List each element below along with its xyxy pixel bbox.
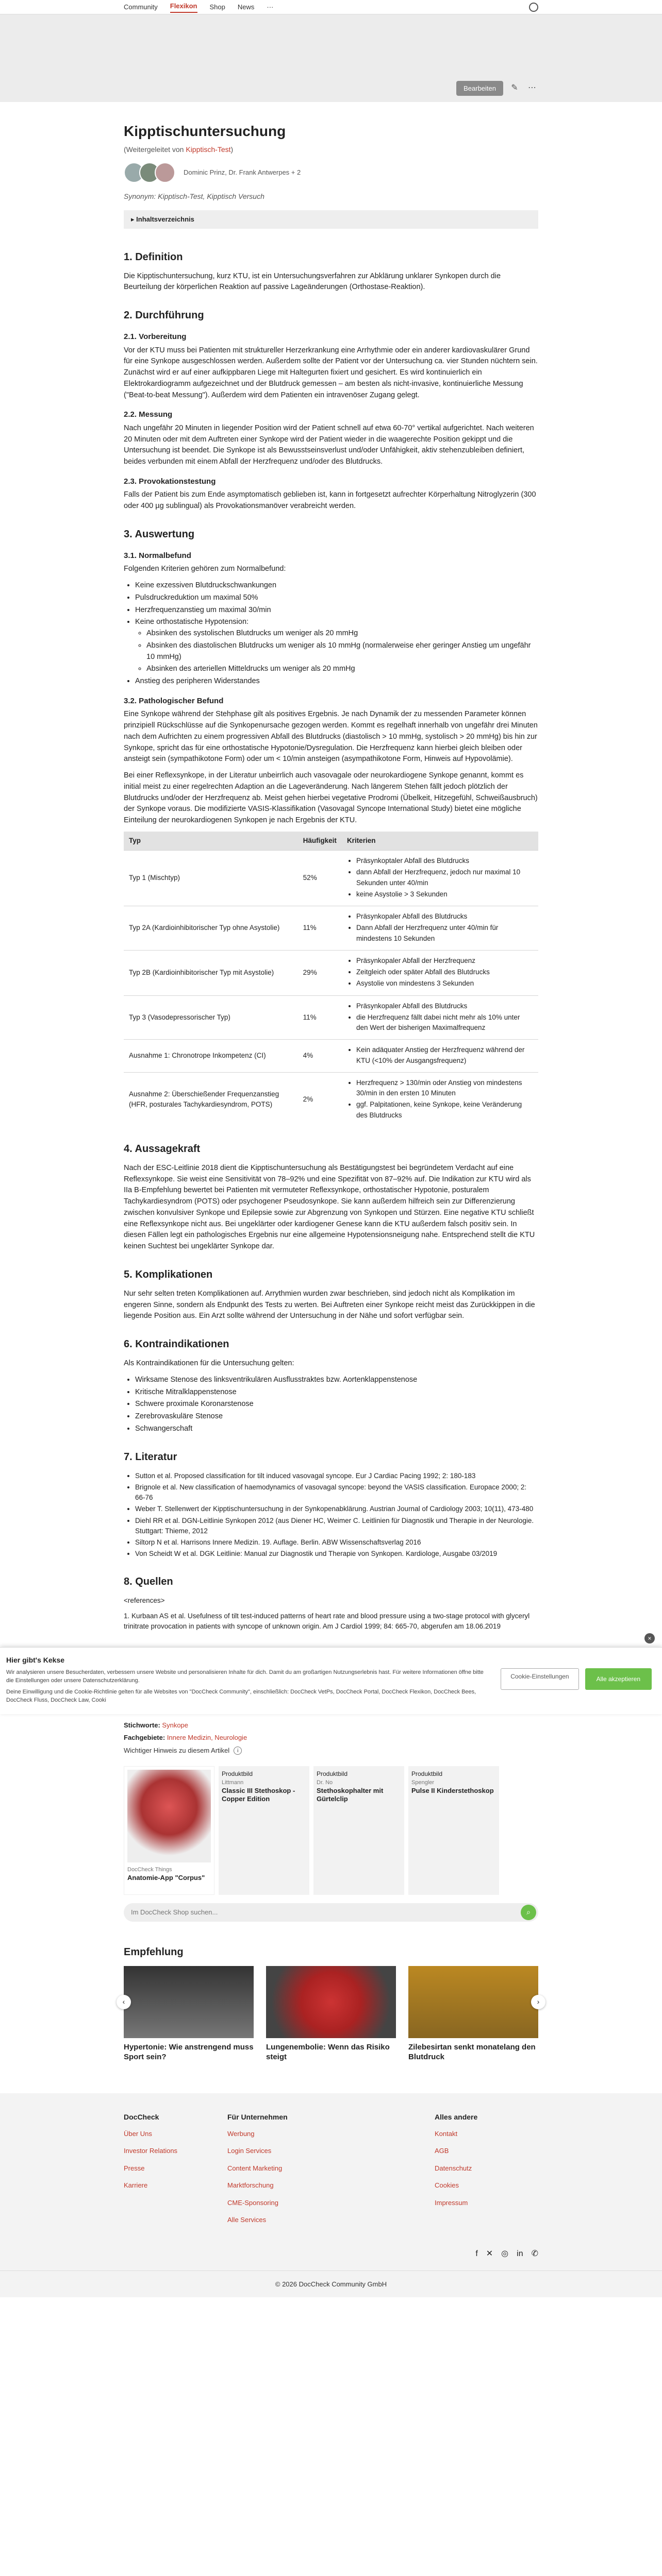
search-icon[interactable] xyxy=(529,3,538,12)
redirect-note: (Weitergeleitet von Kipptisch-Test) xyxy=(124,145,234,154)
product-card[interactable]: Produktbild Littmann Classic III Stethoskop - Copper Edition xyxy=(219,1766,309,1895)
paragraph: Falls der Patient bis zum Ende asymptomatisch geblieben ist, kann in fortgesetzt aufrechter Körperhaltung Nitroglyzerin (300 oder 400 µg sublingual) als Provokationsmanöver verabreicht werden. xyxy=(124,490,536,510)
list-item: • Keine exzessiven Blutdruckschwankungen xyxy=(135,580,538,591)
cookie-text: Wir analysieren unsere Besucherdaten, verbessern unsere Website und personalisieren Inhalte für dich. Damit du am großartigen Nutzungserlebnis hast. Für weitere Informationen öffne bitte die Einstellungen oder unsere Datenschutzerklärung. xyxy=(6,1669,484,1684)
author-names: Dominic Prinz, Dr. Frank Antwerpes + 2 xyxy=(184,168,301,177)
paragraph: Nach ungefähr 20 Minuten in liegender Position wird der Patient schnell auf etwa 60-70° vertikal aufgerichtet. Nach weiteren 20 Minuten oder mit dem Auftreten einer Synkope wird der Patient wieder in die waagerechte Position gekippt und die Untersuchung ist beendet. Die Synkope ist als Bewusstseinsverlust und/oder Unfähigkeit, aktiv stehenzubleiben definiert, beides verbunden mit einem Abfall der Herzfrequenz und/oder des Blutdrucks. xyxy=(124,423,534,466)
paragraph: Eine Synkope während der Stehphase gilt als positives Ergebnis. Je nach Dynamik der zu messenden Parameter können prinzipiell Rückschlüsse auf die Synkopenursache gezogen werden. Kommt es regelhaft innerhalb von ungefähr drei Minuten nach dem Aufrichten zu einem progressiven Abfall des Blutdrucks (diastolisch > 10 mmHg, systolisch > 20 mmHg) bis hin zur Synkope, spricht das für eine orthostatische Hypotonie/Dysregulation. Die Herzfrequenz kann hierbei gleich bleiben oder ansteigt sein (sympathikotone Form) oder um < 10/min ansteigen (asympathikotone Form, Hinweis auf Hypovolämie). xyxy=(124,710,538,764)
section-heading: 8. Quellen xyxy=(124,1575,173,1587)
recommendation-card[interactable]: Hypertonie: Wie anstrengend muss Sport sein? xyxy=(124,1966,254,2062)
paragraph: Folgenden Kriterien gehören zum Normalbefund: xyxy=(124,565,286,573)
footer-column: Für Unternehmen Werbung Login Services Content Marketing Marktforschung CME-Sponsoring Alle Services xyxy=(227,2112,331,2232)
list-item: • Weber T. Stellenwert der Kipptischuntersuchung in der Synkopenabklärung. Austrian Journal of Cardiology 2003; 10(11), 473-480 xyxy=(135,1504,538,1514)
footer-link[interactable]: Login Services xyxy=(227,2147,272,2155)
footer-link[interactable]: AGB xyxy=(435,2147,449,2155)
list-item: • Von Scheidt W et al. DGK Leitlinie: Manual zur Diagnostik und Therapie von Synkopen. Kardiologe, Ausgabe 03/2019 xyxy=(135,1549,538,1559)
list-item: • Pulsdruckreduktion um maximal 50% xyxy=(135,592,538,604)
recommendation-image xyxy=(266,1966,396,2038)
list-item: • Anstieg des peripheren Widerstandes xyxy=(135,676,538,687)
copyright: © 2026 DocCheck Community GmbH xyxy=(0,2270,662,2290)
footer-link[interactable]: Datenschutz xyxy=(435,2164,472,2172)
product-card[interactable]: Produktbild Spengler Pulse II Kinderstethoskop xyxy=(408,1766,499,1895)
tab-news[interactable]: News xyxy=(237,3,255,11)
linkedin-icon[interactable]: in xyxy=(517,2249,523,2258)
reference-item: 1. Kurbaan AS et al. Usefulness of tilt test-induced patterns of heart rate and blood pressure using a two-stage protocol with glyceryl trinitrate provocation in patients with syncope of unknown origin. Am J Cardiol 1999; 84: 665-70, abgerufen am 18.06.2019 xyxy=(124,1612,530,1630)
table-row: Ausnahme 1: Chronotrope Inkompetenz (CI) 4% • Kein adäquater Anstieg der Herzfrequenz während der KTU (<10% der Ausgangsfrequenz) xyxy=(124,1040,538,1073)
tab-shop[interactable]: Shop xyxy=(209,3,225,11)
whatsapp-icon[interactable]: ✆ xyxy=(531,2249,538,2258)
keywords: Stichworte: Synkope xyxy=(124,1721,189,1730)
list-item: • Herzfrequenzanstieg um maximal 30/min xyxy=(135,605,538,616)
paragraph: Nach der ESC-Leitlinie 2018 dient die Kipptischuntersuchung als Bestätigungstest bei begründetem Verdacht auf eine Reflexsynkope. Sie weist eine Sensitivität von 78–92% und eine Spezifität von 87–92% auf. Die Indikation zur KTU wird als IIa B-Empfehlung bewertet bei Patienten mit vermuteter Reflexsynkope, orthostatischer Hypotonie, posturalem Tachykardiesyndrom (POTS) oder psychogener Pseudosynkope. Sie kann außerdem hilfreich sein zur Differenzierung zwischen konvulsiver Synkope und Epilepsie sowie zur Abgrenzung von Synkopen und Stürzen. Eine negative KTU schließt eine Reflexsynkope nicht aus. Bei ungeklärter oder kardiogener Genese kann die KTU außerdem falsch positiv sein. In diesen Fällen legt ein pathologisches Ergebnis nur eine allgemeine Hypotensionsneigung nahe. Entsprechend stellt die KTU keinen Suchtest bei ungeklärter Synkope dar. xyxy=(124,1163,535,1250)
accept-all-button[interactable]: Alle akzeptieren xyxy=(585,1668,652,1690)
recommendation-image xyxy=(124,1966,254,2038)
product-carousel xyxy=(124,1766,538,1895)
recommendation-image xyxy=(408,1966,538,2038)
criteria-list xyxy=(135,580,538,687)
list-item: ◦ Absinken des systolischen Blutdrucks um weniger als 20 mmHg xyxy=(146,628,538,639)
instagram-icon[interactable]: ◎ xyxy=(501,2249,509,2258)
footer-link[interactable]: Werbung xyxy=(227,2129,255,2138)
section-heading: 4. Aussagekraft xyxy=(124,1143,201,1155)
tab-flexikon[interactable]: Flexikon xyxy=(170,1,197,13)
footer-link[interactable]: Kontakt xyxy=(435,2129,458,2138)
list-item: • Siltorp N et al. Harrisons Innere Medizin. 19. Auflage. Berlin. ABW Wissenschaftsverlag 2016 xyxy=(135,1537,538,1548)
list-item: • Sutton et al. Proposed classification for tilt induced vasovagal syncope. Eur J Cardiac Pacing 1992; 2: 180-183 xyxy=(135,1471,538,1481)
site-footer xyxy=(0,2093,662,2298)
list-item: • Schwere proximale Koronarstenose xyxy=(135,1399,538,1410)
contraindication-list xyxy=(135,1375,538,1435)
footer-link[interactable]: Content Marketing xyxy=(227,2164,283,2172)
facebook-icon[interactable]: f xyxy=(475,2249,478,2258)
footer-column: DocCheck Über Uns Investor Relations Presse Karriere xyxy=(124,2112,227,2232)
footer-link[interactable]: Über Uns xyxy=(124,2129,152,2138)
product-image xyxy=(127,1770,211,1862)
recommendation-card[interactable]: Lungenembolie: Wenn das Risiko steigt xyxy=(266,1966,396,2062)
shop-search-input[interactable] xyxy=(131,1908,521,1916)
table-row: Typ 3 (Vasodepressorischer Typ) 11% • Präsynkopaler Abfall des Blutdrucks • die Herzfrequenz fällt dabei nicht mehr als 10% unter den Wert der bisherigen Maximalfrequenz xyxy=(124,995,538,1040)
column-header: Kriterien xyxy=(342,832,538,851)
footer-link[interactable]: Impressum xyxy=(435,2198,468,2207)
x-icon[interactable]: ✕ xyxy=(486,2249,493,2258)
close-icon[interactable]: × xyxy=(644,1633,655,1643)
tab-community[interactable]: Community xyxy=(124,3,158,11)
table-row: Typ 2B (Kardioinhibitorischer Typ mit Asystolie) 29% • Präsynkopaler Abfall der Herzfrequenz • Zeitgleich oder später Abfall des Blutdrucks • Asystolie von mindestens 3 Sekunden xyxy=(124,950,538,995)
paragraph: Vor der KTU muss bei Patienten mit struktureller Herzerkrankung eine Arrhythmie oder ein anderer kardiovaskulärer Grund für eine Synkope ausgeschlossen werden. Außerdem sollte der Patient vor der Untersuchung ca. vier Stunden nüchtern sein. Zunächst wird er auf einer aufkippbaren Liege mit Haltegurten fixiert und gesichert. Es wird kontinuierlich ein Elektrokardiogramm aufgezeichnet und der Blutdruck gemessen – am besten als nicht-invasive, kontinuierliche Messung ("Beat-to-beat Messung"). Außerdem wird dem Patienten ein intravenöser Zugang gelegt. xyxy=(124,346,538,399)
paragraph: Bei einer Reflexsynkope, in der Literatur unbeirrlich auch vasovagale oder neurokardiogene Synkope genannt, kommt es initial meist zu einer regelrechten Adaption an die Lageveränderung. Nach längerem Stehen fällt jedoch plötzlich der Blutdrucks und/oder der Herzfrequenz ab. Meist gehen hierbei vegetative Prodromi (Übelkeit, Hitzegefühl, Schweißausbruch) der Synkope voraus. Die modifizierte VASIS-Klassifikation (Vasovagal Syncope International Study) bietet eine mögliche Einteilung der neurokardiogenen Synkopen je nach Ergebnis der KTU. xyxy=(124,771,538,824)
section-heading: 1. Definition xyxy=(124,251,183,263)
list-item: • Wirksame Stenose des linksventrikulären Ausflusstraktes bzw. Aortenklappenstenose xyxy=(135,1375,538,1386)
table-row: Typ 1 (Mischtyp) 52% • Präsynkoptaler Abfall des Blutdrucks • dann Abfall der Herzfrequenz, jedoch nur maximal 10 Sekunden unter 40/min • keine Asystolie > 3 Sekunden xyxy=(124,851,538,906)
footer-link[interactable]: Alle Services xyxy=(227,2216,267,2224)
subsection-heading: 2.3. Provokationstestung xyxy=(124,477,216,486)
footer-column: Alles andere Kontakt AGB Datenschutz Cookies Impressum xyxy=(435,2112,538,2232)
author-list[interactable] xyxy=(124,162,538,183)
important-notice[interactable]: Wichtiger Hinweis zu diesem Artikel i xyxy=(124,1745,538,1756)
paragraph: Nur sehr selten treten Komplikationen auf. Arrythmien wurden zwar beschrieben, sind jedoch nicht als Komplikation im engeren Sinne, sondern als Endpunkt des Tests zu werten. Bei Auftreten einer Synkope reicht meist das Zurückkippen in die liegende Position aus. Ein Arzt sollte während der Untersuchung in der Nähe und sofort verfügbar sein. xyxy=(124,1289,535,1320)
product-image-label: Produktbild xyxy=(317,1770,348,1777)
cookie-banner xyxy=(0,1635,662,1714)
cookie-title: Hier gibt's Kekse xyxy=(6,1656,65,1665)
chevron-right-icon[interactable]: › xyxy=(531,1995,545,2009)
recommendation-carousel xyxy=(124,1966,538,2062)
product-card[interactable]: DocCheck Things Anatomie-App "Corpus" xyxy=(124,1766,214,1895)
hero-banner xyxy=(0,14,662,102)
info-icon[interactable]: i xyxy=(234,1747,242,1755)
table-row: Typ 2A (Kardioinhibitorischer Typ ohne Asystolie) 11% • Präsynkopaler Abfall des Blutdrucks • Dann Abfall der Herzfrequenz unter 40/min für mindestens 10 Sekunden xyxy=(124,906,538,951)
section-heading: 5. Komplikationen xyxy=(124,1268,213,1280)
more-options-icon[interactable]: ⋯ xyxy=(528,83,536,93)
list-item: • Brignole et al. New classification of haemodynamics of vasovagal syncope: beyond the VASIS classification. Europace 2000; 2: 66-76 xyxy=(135,1482,538,1503)
subsection-heading: 2.1. Vorbereitung xyxy=(124,332,187,341)
subsection-heading: 3.1. Normalbefund xyxy=(124,551,191,560)
list-item: • Kritische Mitralklappenstenose xyxy=(135,1387,538,1398)
column-header: Typ xyxy=(124,832,298,851)
article-footer xyxy=(124,1714,538,2062)
more-menu[interactable]: ··· xyxy=(267,3,274,11)
paragraph: Die Kipptischuntersuchung, kurz KTU, ist ein Untersuchungsverfahren zur Abklärung unklarer Synkopen durch die Beurteilung der körperlichen Reaktion auf passive Lageänderungen (Orthostase-Reaktion). xyxy=(124,272,501,292)
footer-link[interactable]: Investor Relations xyxy=(124,2147,178,2155)
footer-link[interactable]: Karriere xyxy=(124,2181,148,2190)
chevron-left-icon[interactable]: ‹ xyxy=(117,1995,131,2009)
recommendation-heading: Empfehlung xyxy=(124,1946,184,1958)
shop-search xyxy=(124,1903,538,1922)
list-item: • Keine orthostatische Hypotension: ◦ Absinken des systolischen Blutdrucks um weniger als 20 mmHg ◦ Absinken des diastolischen Blutdrucks um weniger als 10 mmHg (normalerweise eher geringer Anstieg um ungefähr 10 mmHg) ◦ Absinken des arteriellen Mitteldrucks um weniger als 20 mmHg xyxy=(135,617,538,675)
article xyxy=(124,102,538,1632)
table-of-contents[interactable]: ▸ Inhaltsverzeichnis xyxy=(124,210,538,229)
footer-link[interactable]: Presse xyxy=(124,2164,145,2172)
list-item: • Schwangerschaft xyxy=(135,1423,538,1435)
redirect-link[interactable]: Kipptisch-Test xyxy=(186,145,231,154)
categories: Fachgebiete: Innere Medizin, Neurologie xyxy=(124,1733,247,1741)
paragraph: Als Kontraindikationen für die Untersuchung gelten: xyxy=(124,1359,294,1367)
subsection-heading: 2.2. Messung xyxy=(124,410,173,419)
column-header: Häufigkeit xyxy=(298,832,342,851)
table-row: Ausnahme 2: Überschießender Frequenzanstieg (HFR, posturales Tachykardiesyndrom, POTS) 2% • Herzfrequenz > 130/min oder Anstieg von mindestens 30/min in den ersten 10 Minuten • ggf. Palpitationen, keine Synkope, keine Veränderung des Blutdrucks xyxy=(124,1072,538,1127)
section-heading: 2. Durchführung xyxy=(124,310,204,321)
synonyms: Synonym: Kipptisch-Test, Kipptisch Versuch xyxy=(124,192,264,200)
literature-list xyxy=(135,1471,538,1560)
list-item: • Diehl RR et al. DGN-Leitlinie Synkopen 2012 (aus Diener HC, Weimer C. Leitlinien für Diagnostik und Therapie in der Neurologie. Stuttgart: Thieme, 2012 xyxy=(135,1516,538,1537)
cookie-text-2: Deine Einwilligung und die Cookie-Richtlinie gelten für alle Websites von "DocCheck Community", einschließlich: DocCheck VetPs, DocCheck Portal, DocCheck Flexikon, DocCheck Bees, DocCheck Fluss, DocCheck Law, Cooki xyxy=(6,1689,476,1704)
list-item: • Zerebrovaskuläre Stenose xyxy=(135,1411,538,1422)
list-item: ◦ Absinken des diastolischen Blutdrucks um weniger als 10 mmHg (normalerweise eher geringer Anstieg um ungefähr 10 mmHg) xyxy=(146,640,538,663)
footer-link[interactable]: CME-Sponsoring xyxy=(227,2198,278,2207)
product-card[interactable]: Produktbild Dr. No Stethoskophalter mit Gürtelclip xyxy=(313,1766,404,1895)
list-item: ◦ Absinken des arteriellen Mitteldrucks um weniger als 20 mmHg xyxy=(146,664,538,675)
subsection-heading: 3.2. Pathologischer Befund xyxy=(124,696,224,705)
edit-button[interactable]: Bearbeiten xyxy=(456,81,503,96)
vasis-table xyxy=(124,832,538,1127)
recommendation-card[interactable]: Zilebesirtan senkt monatelang den Blutdruck xyxy=(408,1966,538,2062)
pin-icon[interactable]: ✎ xyxy=(511,83,518,93)
page-title: Kipptischuntersuchung xyxy=(124,123,286,139)
avatar xyxy=(155,162,175,183)
top-navigation xyxy=(0,0,662,14)
section-heading: 6. Kontraindikationen xyxy=(124,1338,229,1350)
product-image-label: Produktbild xyxy=(222,1770,253,1777)
references-tag: <references> xyxy=(124,1596,165,1604)
social-links xyxy=(124,2248,538,2260)
footer-link[interactable]: Cookies xyxy=(435,2181,459,2190)
product-image-label: Produktbild xyxy=(411,1770,443,1777)
footer-link[interactable]: Marktforschung xyxy=(227,2181,274,2190)
search-icon[interactable]: ⌕ xyxy=(521,1905,536,1920)
cookie-settings-button[interactable]: Cookie-Einstellungen xyxy=(501,1668,578,1690)
footer-column-empty xyxy=(331,2112,435,2232)
section-heading: 3. Auswertung xyxy=(124,528,195,540)
section-heading: 7. Literatur xyxy=(124,1451,177,1463)
